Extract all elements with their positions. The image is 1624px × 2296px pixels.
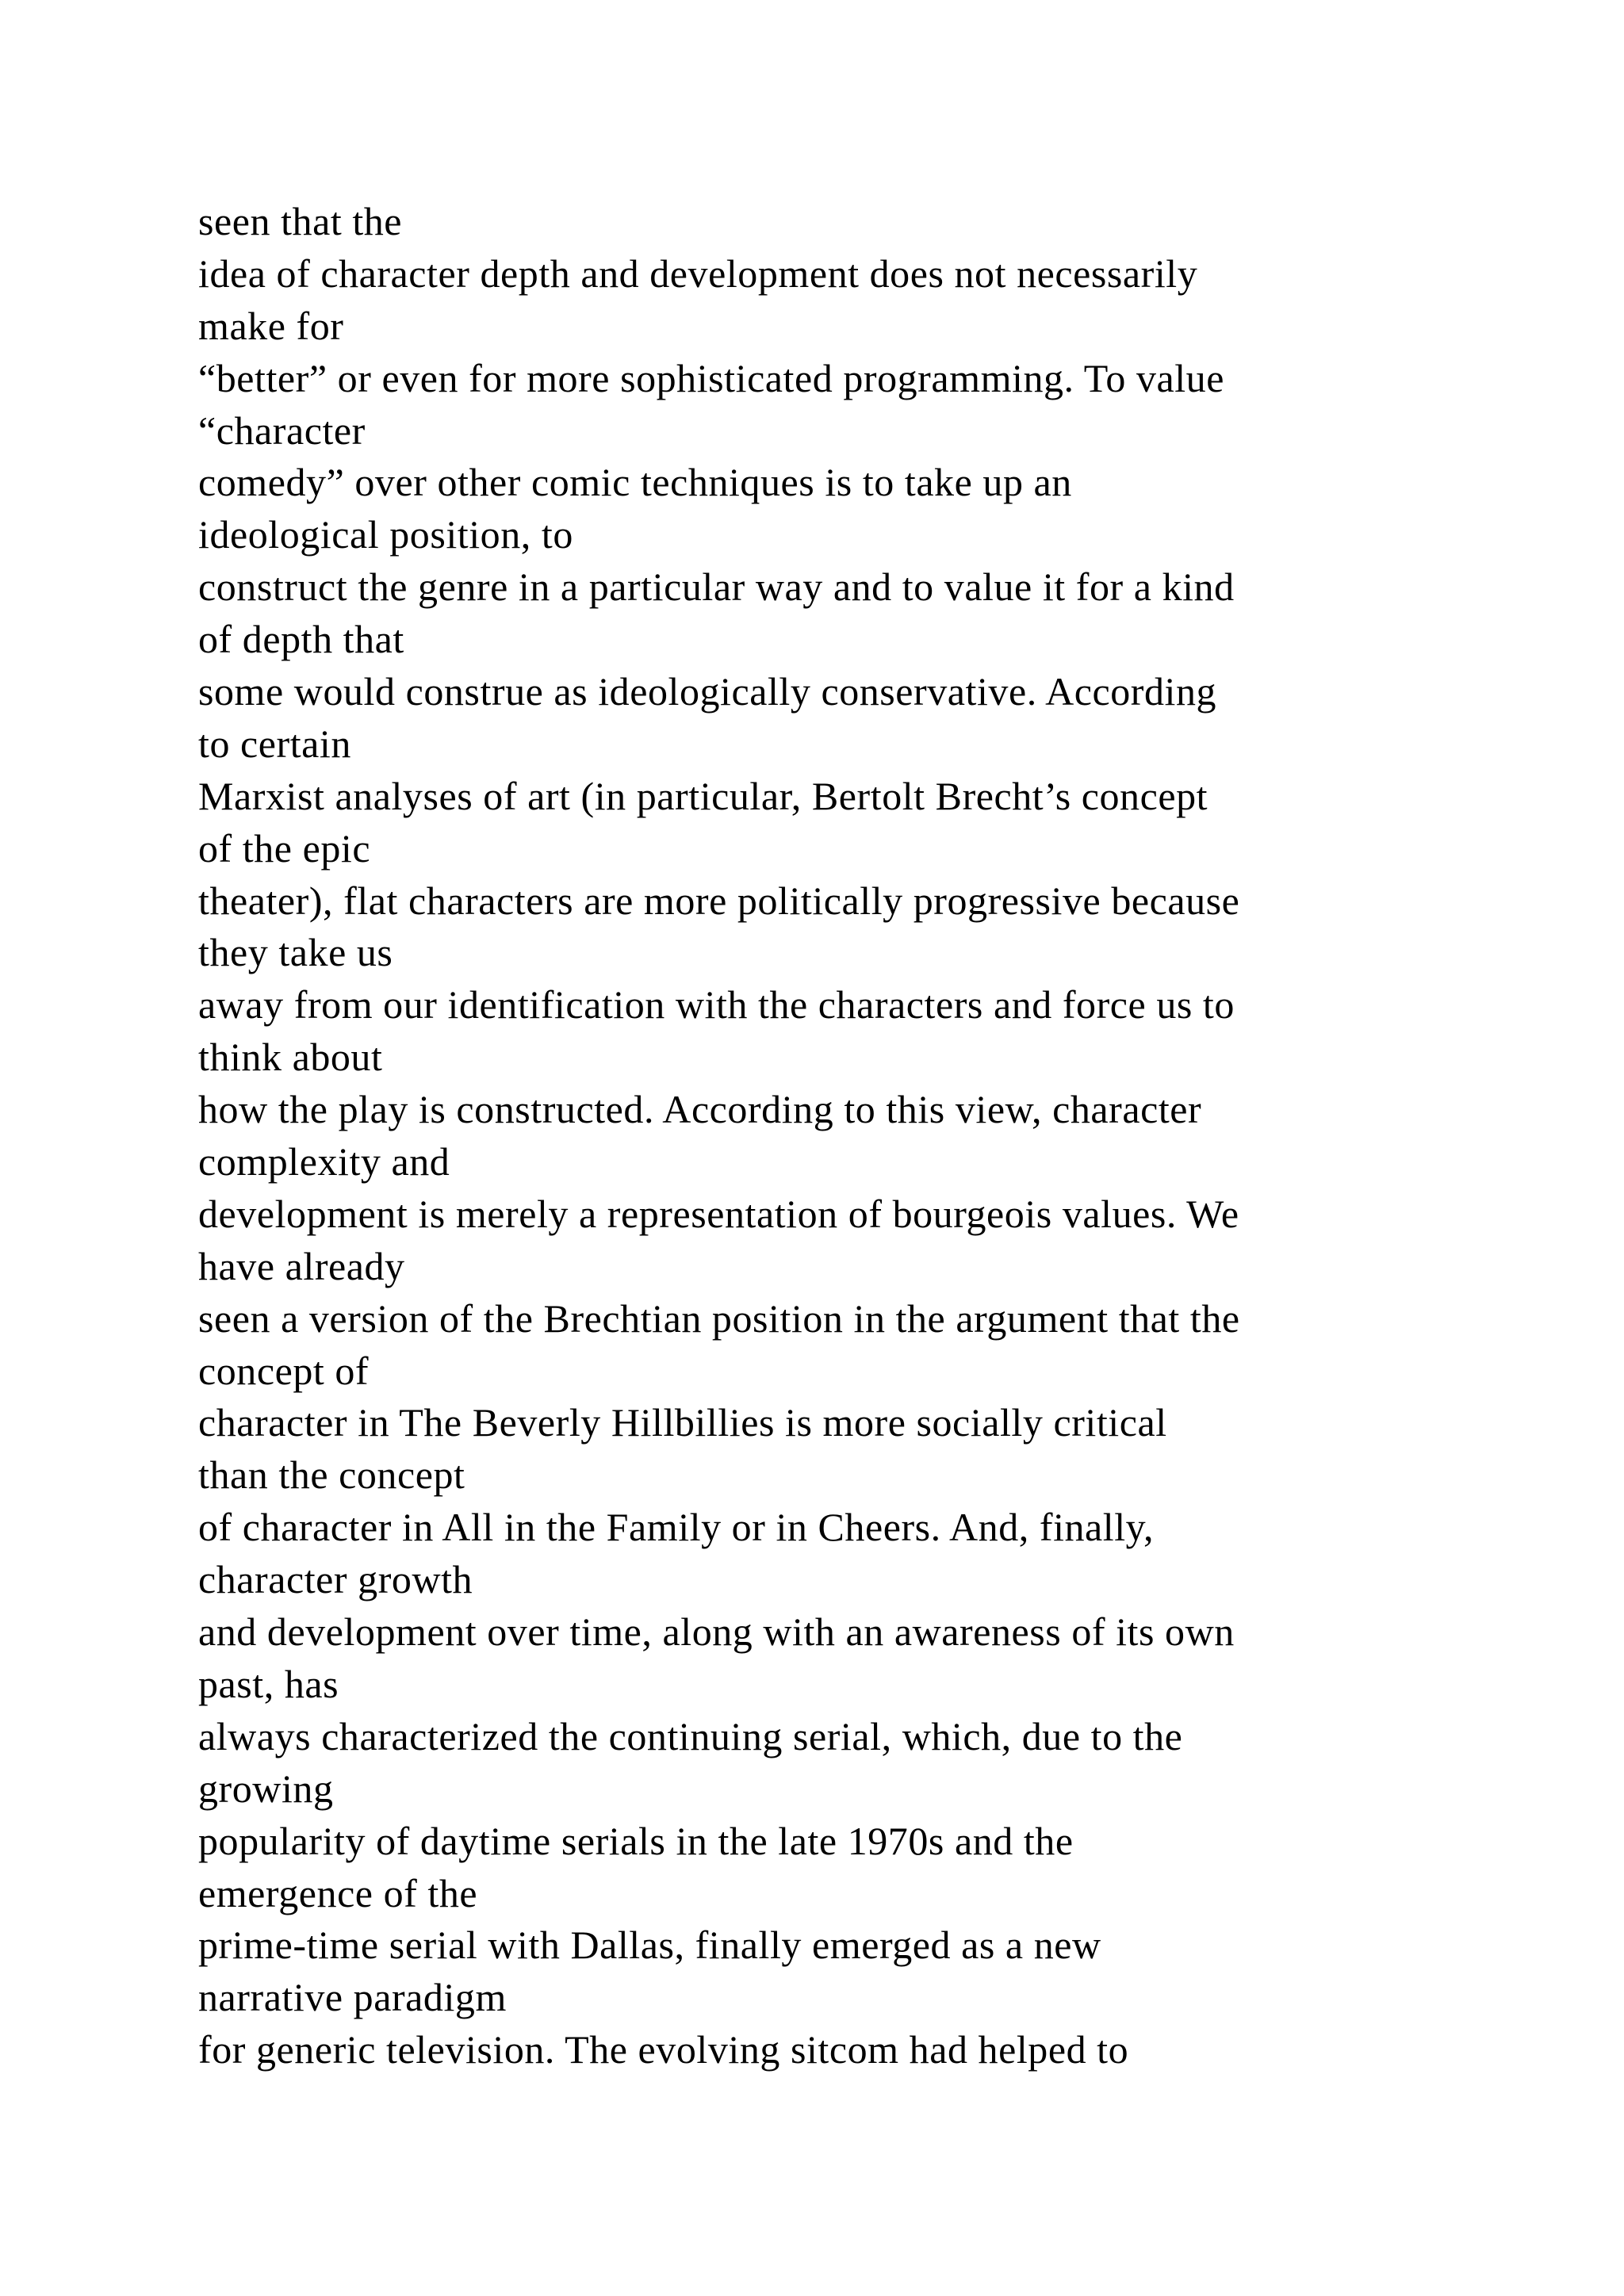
text-line: ideological position, to: [198, 512, 573, 557]
text-line: they take us: [198, 930, 393, 975]
text-line: for generic television. The evolving sitcom had helped to: [198, 2027, 1129, 2072]
text-line: seen that the: [198, 199, 403, 243]
text-line: of depth that: [198, 617, 404, 662]
text-line: narrative paradigm: [198, 1975, 507, 2020]
text-line: Marxist analyses of art (in particular, Bertolt Brecht’s concept: [198, 773, 1208, 818]
text-line: how the play is constructed. According to this view, character: [198, 1087, 1202, 1132]
text-line: away from our identification with the characters and force us to: [198, 982, 1235, 1027]
text-line: prime-time serial with Dallas, finally emerged as a new: [198, 1923, 1101, 1968]
body-text: [198, 196, 1546, 2076]
text-line: always characterized the continuing serial, which, due to the: [198, 1713, 1183, 1758]
text-line: character growth: [198, 1557, 473, 1602]
text-line: of the epic: [198, 825, 371, 871]
text-line: theater), flat characters are more politically progressive because: [198, 878, 1240, 923]
text-line: to certain: [198, 721, 351, 766]
text-line: “better” or even for more sophisticated programming. To value: [198, 355, 1224, 400]
text-line: some would construe as ideologically conservative. According: [198, 669, 1217, 714]
text-line: of character in All in the Family or in Cheers. And, finally,: [198, 1505, 1155, 1550]
text-line: think about: [198, 1035, 383, 1080]
text-line: have already: [198, 1243, 405, 1288]
text-line: concept of: [198, 1348, 370, 1393]
text-line: construct the genre in a particular way and to value it for a kind: [198, 564, 1235, 610]
text-line: and development over time, along with an awareness of its own: [198, 1609, 1235, 1655]
text-line: comedy” over other comic techniques is to take up an: [198, 460, 1072, 505]
text-line: growing: [198, 1766, 334, 1811]
text-line: past, has: [198, 1661, 339, 1706]
text-line: popularity of daytime serials in the late 1970s and the: [198, 1818, 1074, 1863]
text-line: idea of character depth and development does not necessarily: [198, 251, 1198, 296]
text-line: seen a version of the Brechtian position in the argument that the: [198, 1295, 1240, 1341]
text-line: complexity and: [198, 1139, 450, 1184]
text-line: emergence of the: [198, 1870, 478, 1915]
text-line: development is merely a representation of bourgeois values. We: [198, 1191, 1239, 1236]
text-line: than the concept: [198, 1452, 465, 1498]
text-line: character in The Beverly Hillbillies is more socially critical: [198, 1400, 1167, 1445]
text-line: make for: [198, 303, 344, 348]
text-line: “character: [198, 408, 366, 453]
